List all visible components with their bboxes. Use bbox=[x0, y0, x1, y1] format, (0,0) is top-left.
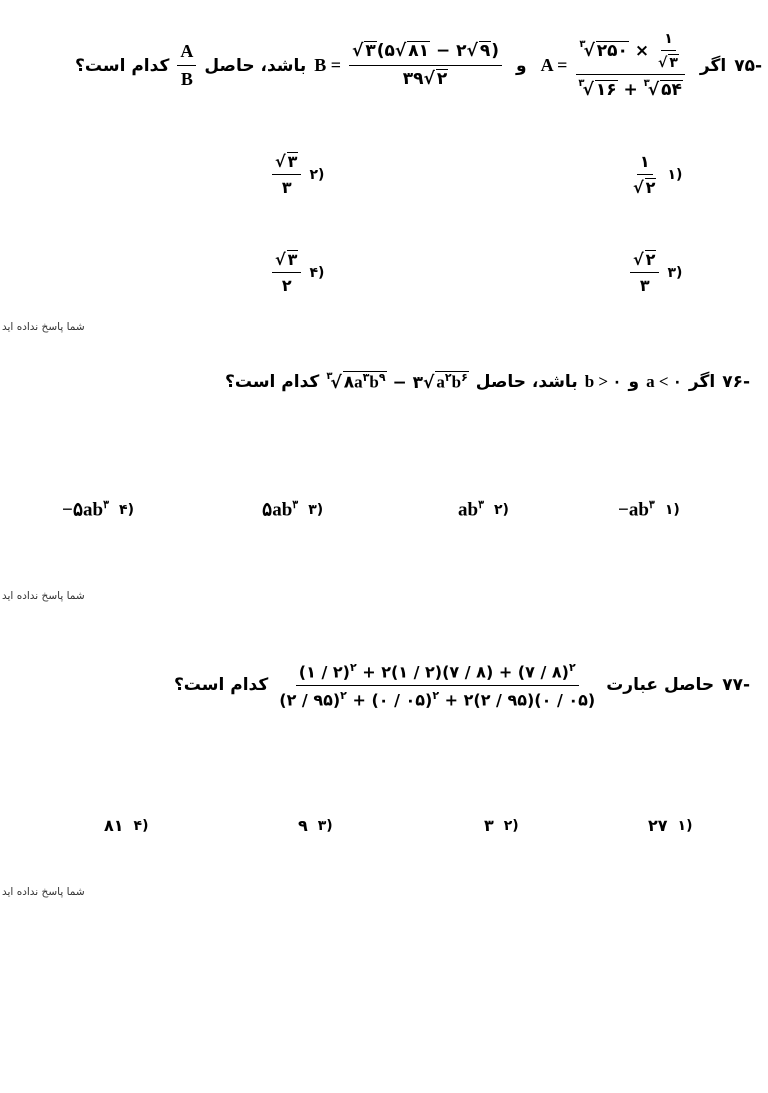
question-77-stem bbox=[150, 645, 750, 725]
q75-option-3[interactable]: $\frac{√ ۲}{۳}$ ۳) bbox=[630, 250, 682, 295]
condition-a: a < ۰ bbox=[646, 372, 682, 391]
q77-option-4[interactable]: ۸۱ ۴) bbox=[104, 816, 149, 835]
q75-option-4[interactable]: $\frac{√ ۳}{۲}$ ۴) bbox=[272, 250, 324, 295]
q77-status: شما پاسخ نداده اید bbox=[2, 886, 85, 898]
q76-option-2[interactable]: $ab^۳$ ۲) bbox=[458, 499, 509, 521]
q75-option-1[interactable]: $\frac{۱}{√ ۲}$ ۱) bbox=[633, 152, 683, 197]
question-76-number: ۷۶- bbox=[722, 372, 750, 392]
q77-option-2[interactable]: ۳ ۲) bbox=[484, 816, 519, 835]
question-75-question: کدام است؟ bbox=[75, 55, 170, 76]
question-76-if: اگر bbox=[688, 372, 716, 392]
question-76-stem bbox=[100, 360, 750, 404]
q77-option-3[interactable]: ۹ ۳) bbox=[298, 816, 333, 835]
q76-option-4[interactable]: $-۵ab^۳$ ۴) bbox=[62, 499, 134, 521]
question-76-question: کدام است؟ bbox=[224, 372, 320, 392]
question-75-stem bbox=[72, 18, 762, 113]
b-fraction: $\frac{√ ۳(۵√ ۸۱ - ۲√ ۹)}{۳۹√ ۲}$ bbox=[349, 41, 502, 89]
a-label: A = bbox=[540, 55, 568, 75]
b-label: B = bbox=[314, 55, 342, 75]
question-77-number: ۷۷- bbox=[722, 675, 750, 695]
question-75-number: ۷۵- bbox=[734, 55, 762, 76]
question-77-title: حاصل عبارت bbox=[606, 675, 715, 695]
q76-option-1[interactable]: $-ab^۳$ ۱) bbox=[618, 499, 680, 521]
question-75-middle: باشد، حاصل bbox=[204, 55, 307, 76]
question-76-middle: باشد، حاصل bbox=[475, 372, 578, 392]
and-connector: و bbox=[516, 55, 527, 76]
q76-option-3[interactable]: $۵ab^۳$ ۳) bbox=[262, 499, 324, 521]
radical-expression: $^۳$√ $۸a^۳b^۹$ − ۳√ $a^۲b^۶$ bbox=[326, 370, 468, 393]
ratio-a-over-b: $\frac{A}{B}$ bbox=[177, 41, 196, 90]
a-fraction: $^۳$√ ۲۵۰ × $\frac{۱}{√ ۳}$ $^۳$√ ۱۶ + $^۳$√ ۵۴ bbox=[575, 31, 686, 101]
expression-fraction: $\frac{(۱ / ۲)^۲ + ۲(۱ / ۲)(۷ / ۸) + (۷ / ۸)^۲}{(۲ / ۹۵)^۲ + (۰ / ۰۵)^۲ + ۲(۲ / ۹۵)(۰ / ۰۵)}$ bbox=[279, 661, 596, 709]
and-connector: و bbox=[628, 372, 640, 392]
condition-b: b > ۰ bbox=[584, 372, 622, 391]
question-75-if: اگر bbox=[699, 55, 727, 76]
q77-option-1[interactable]: ۲۷ ۱) bbox=[648, 816, 693, 835]
q75-option-2[interactable]: $\frac{√ ۳}{۳}$ ۲) bbox=[272, 152, 324, 197]
q75-status: شما پاسخ نداده اید bbox=[2, 321, 85, 333]
q76-status: شما پاسخ نداده اید bbox=[2, 590, 85, 602]
question-77-question: کدام است؟ bbox=[173, 675, 269, 695]
